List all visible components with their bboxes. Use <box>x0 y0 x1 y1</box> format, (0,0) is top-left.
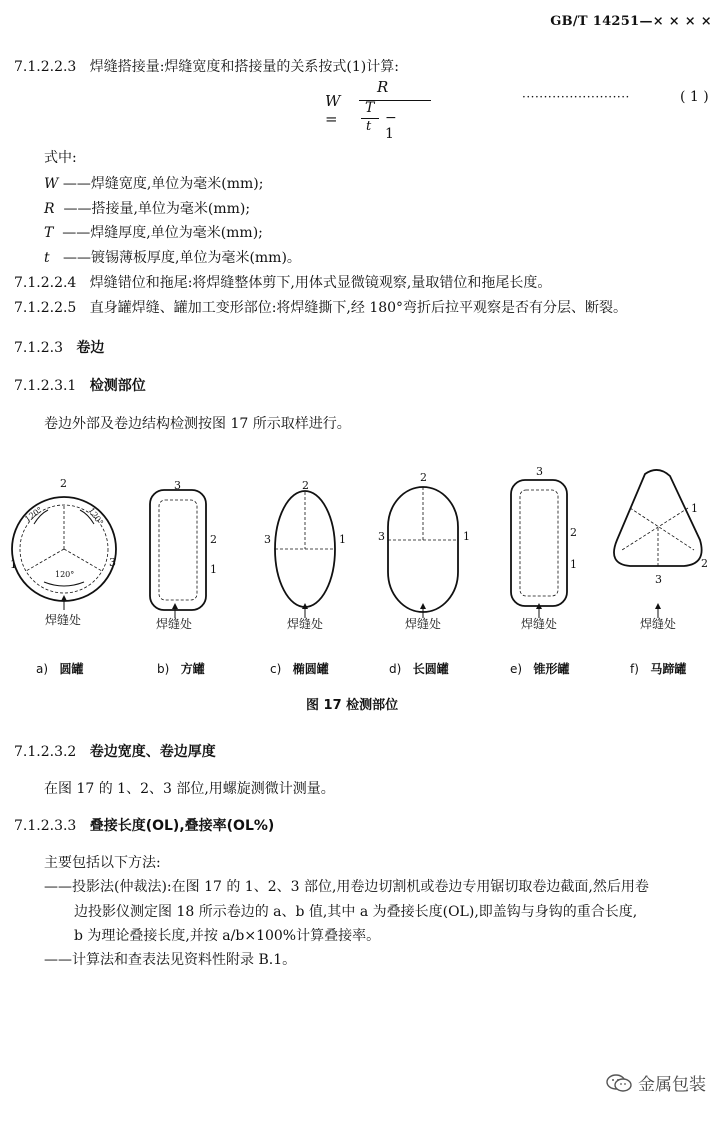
subcaption-c <box>270 660 329 677</box>
square-pos-3: 3 <box>174 479 181 492</box>
where-symbol: t <box>44 250 50 266</box>
where-item-w <box>44 173 264 193</box>
formula-lhs: W = <box>325 92 341 128</box>
subcaption-name: 长圆罐 <box>412 662 449 676</box>
method-1-line-1: ——投影法(仲裁法):在图 17 的 1、2、3 部位,用卷边切割机或卷边专用锯切取卷边截面,然后用卷 <box>44 879 649 895</box>
section-number: 7.1.2.3.2 <box>14 744 77 760</box>
section-number: 7.1.2.2.4 <box>14 275 77 291</box>
subcaption-b <box>157 660 205 677</box>
where-symbol: W <box>44 176 59 192</box>
tapered-pos-2: 2 <box>570 526 577 539</box>
where-symbol: R <box>44 201 55 217</box>
formula-numerator: R <box>377 78 389 96</box>
method-2: ——计算法和查表法见资料性附录 B.1。 <box>44 952 297 968</box>
section-7-1-2-2-3 <box>14 56 399 76</box>
subcaption-letter: f) <box>630 662 639 676</box>
where-desc: ——焊缝宽度,单位为毫米(mm); <box>62 176 264 192</box>
section-title: 检测部位 <box>89 378 146 394</box>
section-7-1-2-3-3 <box>14 815 274 835</box>
weld-label-f: 焊缝处 <box>640 617 677 631</box>
long-pos-2: 2 <box>420 471 427 484</box>
section-text: 直身罐焊缝、罐加工变形部位:将焊缝撕下,经 180°弯折后拉平观察是否有分层、断裂。 <box>89 300 628 316</box>
where-item-r <box>44 198 250 218</box>
oval-pos-3: 3 <box>264 533 271 546</box>
where-desc: ——搭接量,单位为毫米(mm); <box>63 201 251 217</box>
subcaption-letter: b) <box>157 662 170 676</box>
subcaption-name: 锥形罐 <box>533 662 570 676</box>
tapered-can-diagram <box>511 480 567 606</box>
figure-caption: 图 17 检测部位 <box>306 698 399 713</box>
section-7-1-2-3-1 <box>14 375 146 395</box>
section-text: 焊缝错位和拖尾:将焊缝整体剪下,用体式显微镜观察,量取错位和拖尾长度。 <box>89 275 552 291</box>
formula-leaders: ························· <box>522 90 630 104</box>
section-text: 焊缝搭接量:焊缝宽度和搭接量的关系按式(1)计算: <box>89 59 399 75</box>
round-angle-bottom: 120° <box>55 570 75 579</box>
horseshoe-pos-3: 3 <box>655 573 662 586</box>
section-number: 7.1.2.3 <box>14 340 63 356</box>
weld-label-d: 焊缝处 <box>405 617 442 631</box>
section-body: 卷边外部及卷边结构检测按图 17 所示取样进行。 <box>44 416 351 432</box>
subcaption-letter: d) <box>389 662 402 676</box>
oval-can-diagram <box>275 491 335 607</box>
where-desc: ——焊缝厚度,单位为毫米(mm); <box>62 225 263 241</box>
weld-label-c: 焊缝处 <box>287 617 324 631</box>
watermark-text: 金属包装 <box>638 1075 706 1095</box>
method-1-line-3: b 为理论叠接长度,并按 a/b×100%计算叠接率。 <box>74 928 381 944</box>
section-number: 7.1.2.3.1 <box>14 378 77 394</box>
section-number: 7.1.2.2.3 <box>14 59 77 75</box>
equation-number: ( 1 ) <box>680 89 709 105</box>
section-7-1-2-3 <box>14 337 104 357</box>
formula-inner-denominator: t <box>366 119 372 134</box>
horseshoe-pos-1: 1 <box>691 502 698 515</box>
round-angle-left: 120° <box>23 505 45 524</box>
section-title: 叠接长度(OL),叠接率(OL%) <box>89 818 275 834</box>
method-1-line-2: 边投影仪测定图 18 所示卷边的 a、b 值,其中 a 为叠接长度(OL),即盖钩与身钩的重合长度, <box>74 904 638 920</box>
subcaption-f <box>630 660 686 677</box>
round-pos-2: 2 <box>60 477 67 490</box>
tapered-pos-3: 3 <box>536 465 543 478</box>
tapered-pos-1: 1 <box>570 558 577 571</box>
standard-id: GB/T 14251—× × × × <box>550 14 712 29</box>
watermark <box>606 1070 706 1095</box>
subcaption-letter: e) <box>510 662 523 676</box>
where-item-t-lower <box>44 247 301 267</box>
subcaption-letter: c) <box>270 662 282 676</box>
round-pos-3: 3 <box>109 556 116 569</box>
round-pos-1: 1 <box>10 558 17 571</box>
weld-label-e: 焊缝处 <box>521 617 558 631</box>
weld-label-a: 焊缝处 <box>45 613 82 627</box>
section-title: 卷边宽度、卷边厚度 <box>89 744 216 760</box>
section-7-1-2-2-5 <box>14 297 627 317</box>
wechat-icon <box>606 1073 632 1093</box>
oval-pos-2: 2 <box>302 479 309 492</box>
square-can-diagram <box>150 490 206 610</box>
subcaption-d <box>389 660 449 677</box>
round-angle-right: 120° <box>86 506 105 527</box>
horseshoe-can-diagram <box>614 470 702 566</box>
where-title: 式中: <box>44 150 77 166</box>
oval-pos-1: 1 <box>339 533 346 546</box>
section-7-1-2-3-2 <box>14 741 216 761</box>
formula-inner-numerator: T <box>365 100 375 116</box>
subcaption-name: 马蹄罐 <box>650 662 687 676</box>
subcaption-letter: a) <box>36 662 49 676</box>
subcaption-name: 方罐 <box>180 662 205 676</box>
weld-arrows <box>64 596 658 618</box>
long-round-can-diagram <box>388 487 458 612</box>
weld-label-b: 焊缝处 <box>156 617 193 631</box>
section-number: 7.1.2.3.3 <box>14 818 77 834</box>
subcaption-a <box>36 660 84 677</box>
horseshoe-pos-2: 2 <box>701 557 708 570</box>
square-pos-1: 1 <box>210 563 217 576</box>
where-symbol: T <box>44 225 54 241</box>
square-pos-2: 2 <box>210 533 217 546</box>
subcaption-name: 椭圆罐 <box>292 662 329 676</box>
subcaption-e <box>510 660 570 677</box>
subcaption-name: 圆罐 <box>59 662 84 676</box>
formula-minus-one: − 1 <box>385 110 397 142</box>
long-pos-1: 1 <box>463 530 470 543</box>
methods-intro: 主要包括以下方法: <box>44 855 161 871</box>
long-pos-3: 3 <box>378 530 385 543</box>
section-number: 7.1.2.2.5 <box>14 300 77 316</box>
where-desc: ——镀锡薄板厚度,单位为毫米(mm)。 <box>63 250 301 266</box>
section-body: 在图 17 的 1、2、3 部位,用螺旋测微计测量。 <box>44 781 335 797</box>
section-title: 卷边 <box>76 340 105 356</box>
section-7-1-2-2-4 <box>14 272 551 292</box>
where-item-t-upper <box>44 222 263 242</box>
